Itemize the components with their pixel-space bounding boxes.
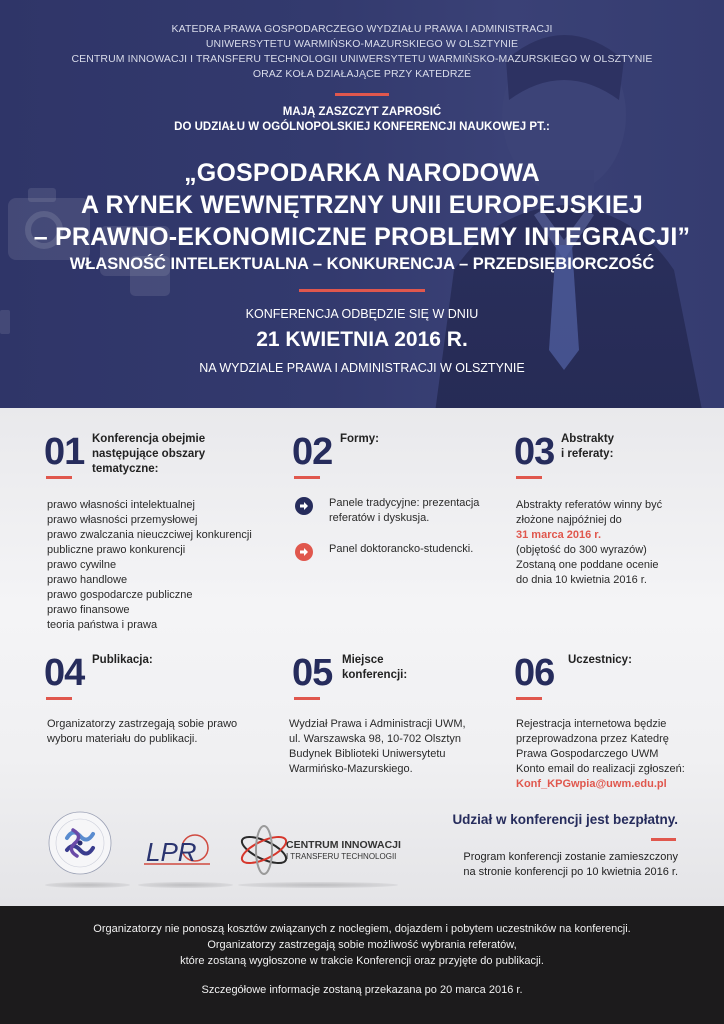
section-number: 02 [292,431,333,473]
footer-line: Organizatorzy zastrzegają sobie możliwość wybrania referatów, [207,939,517,951]
section-title: Publikacja: [92,654,153,666]
lpr-logo [144,830,214,870]
text-line: Program konferencji zostanie zamieszczony [463,851,678,863]
citt-line: I TRANSFERU TECHNOLOGII [286,852,397,861]
logo-shadow [45,882,130,888]
text-line: (objętość do 300 wyrazów) [516,544,647,556]
text-line: przeprowadzona przez Katedrę [516,733,669,745]
section-participants [514,653,724,798]
text-line: Zostaną one poddane ocenie [516,559,659,571]
program-notice [438,850,678,880]
topic-item: prawo finansowe [47,604,130,616]
text-line: Rejestracja internetowa będzie [516,718,667,730]
contact-email-link[interactable]: Konf_KPGwpia@uwm.edu.pl [516,778,667,790]
arrow-right-circle-icon [295,543,313,561]
organizer-line: ORAZ KOŁA DZIAŁAJĄCE PRZY KATEDRZE [252,68,472,80]
hero-banner [0,0,724,408]
footer [0,906,724,1024]
text-line: ul. Warszawska 98, 10-702 Olsztyn [289,733,461,745]
form-item [295,496,505,526]
free-participation-notice: Udział w konferencji jest bezpłatny. [452,812,678,827]
section-number: 06 [514,652,555,694]
organizer-line: CENTRUM INNOWACJI I TRANSFERU TECHNOLOGII UNIWERSYTETU WARMIŃSKO-MAZURSKIEGO W OLSZTYNIE [71,53,653,65]
abstracts-text [516,498,662,588]
section-divider [516,476,542,479]
divider [335,93,389,96]
organizers-block [0,0,724,82]
text-line: Prawa Gospodarczego UWM [516,748,659,760]
venue-address [289,717,466,777]
text-line: Organizatorzy zastrzegają sobie prawo [47,718,238,730]
section-publication [44,653,274,753]
section-title [92,432,205,477]
title-line: A RYNEK WEWNĘTRZNY UNII EUROPEJSKIEJ [81,191,643,219]
topic-item: prawo cywilne [47,559,117,571]
form-label [329,496,479,526]
footer-line: Organizatorzy nie ponoszą kosztów związanych z noclegiem, dojazdem i pobytem uczestników na konferencji. [93,923,631,935]
conference-date: 21 KWIETNIA 2016 R. [256,328,468,351]
topic-item: publiczne prawo konkurencji [47,544,186,556]
atom-icon [238,824,290,876]
section-divider [294,476,320,479]
title-line: Miejsce [342,654,384,666]
text-line: złożone najpóźniej do [516,514,622,526]
title-line: następujące obszary [92,448,206,460]
section-divider [294,697,320,700]
section-number: 05 [292,652,333,694]
section-number: 01 [44,431,85,473]
form-line: Panele tradycyjne: prezentacja [329,497,480,509]
topic-item: prawo własności przemysłowej [47,514,198,526]
text-line: do dnia 10 kwietnia 2016 r. [516,574,647,586]
logo-shadow [138,882,233,888]
title-line: Konferencja obejmie [92,433,206,445]
section-number: 04 [44,652,85,694]
topic-item: prawo własności intelektualnej [47,499,195,511]
title-line: tematyczne: [92,463,159,475]
title-line: konferencji: [342,669,408,681]
conference-subtitle: WŁASNOŚĆ INTELEKTUALNA – KONKURENCJA – PRZEDSIĘBIORCZOŚĆ [69,255,655,273]
invitation-line: MAJĄ ZASZCZYT ZAPROSIĆ [282,106,442,118]
registration-text [516,717,685,792]
section-title: Formy: [340,433,379,445]
topic-item: prawo gospodarcze publiczne [47,589,193,601]
text-line: Warmińsko-Mazurskiego. [289,763,413,775]
conference-place: NA WYDZIALE PRAWA I ADMINISTRACJI W OLSZTYNIE [199,361,525,375]
section-title: Uczestnicy: [568,654,632,666]
wpia-logo [45,808,115,878]
section-divider [516,697,542,700]
section-divider [46,697,72,700]
title-line: i referaty: [561,448,614,460]
form-label [329,542,473,557]
text-line: Abstrakty referatów winny być [516,499,663,511]
conference-title [0,157,724,253]
citt-line: CENTRUM INNOWACJI [286,839,401,851]
text-line: na stronie konferencji po 10 kwietnia 2016 r. [463,866,678,878]
organizer-line: UNIWERSYTETU WARMIŃSKO-MAZURSKIEGO W OLSZTYNIE [205,38,519,50]
deadline-date: 31 marca 2016 r. [516,529,602,541]
text-line: Wydział Prawa i Administracji UWM, [289,718,466,730]
section-title [342,653,407,683]
form-line: Panel doktorancko-studencki. [329,543,474,555]
section-divider [46,476,72,479]
invitation-text [0,105,724,135]
section-number: 03 [514,431,555,473]
text-line: wyboru materiału do publikacji. [47,733,198,745]
title-line: – PRAWNO-EKONOMICZNE PROBLEMY INTEGRACJI” [33,223,691,251]
citt-logo-text [286,840,401,862]
title-line: „GOSPODARKA NARODOWA [184,159,540,187]
form-line: referatów i dyskusja. [329,512,430,524]
topics-list [47,498,252,633]
invitation-line: DO UDZIAŁU W OGÓLNOPOLSKIEJ KONFERENCJI NAUKOWEJ PT.: [174,121,550,133]
forms-list [295,496,505,577]
topic-item: prawo zwalczania nieuczciwej konkurencji [47,529,252,541]
publication-text [47,717,237,747]
footer-details: Szczegółowe informacje zostaną przekazana po 20 marca 2016 r. [201,984,523,996]
wpia-emblem-icon [45,808,115,878]
arrow-right-circle-icon [295,497,313,515]
citt-logo [238,824,418,876]
text-line: Konto email do realizacji zgłoszeń: [516,763,685,775]
section-title [561,432,614,462]
form-item [295,542,505,561]
title-line: Abstrakty [561,433,615,445]
organizer-line: KATEDRA PRAWA GOSPODARCZEGO WYDZIAŁU PRAWA I ADMINISTRACJI [171,23,553,35]
section-abstracts [514,432,714,592]
divider [299,289,425,292]
spacer [0,969,724,982]
partner-logos [40,800,420,890]
section-venue [289,652,502,783]
lpr-logo-text: LPR [146,837,197,867]
topic-item: prawo handlowe [47,574,128,586]
date-intro: KONFERENCJA ODBĘDZIE SIĘ W DNIU [245,307,479,321]
topic-item: teoria państwa i prawa [47,619,158,631]
logo-shadow [238,882,398,888]
section-forms [292,432,502,572]
text-line: Budynek Biblioteki Uniwersytetu [289,748,446,760]
footer-line: które zostaną wygłoszone w trakcie Konferencji oraz przyjęte do publikacji. [180,955,544,967]
divider [651,838,676,841]
section-topics [44,432,274,642]
